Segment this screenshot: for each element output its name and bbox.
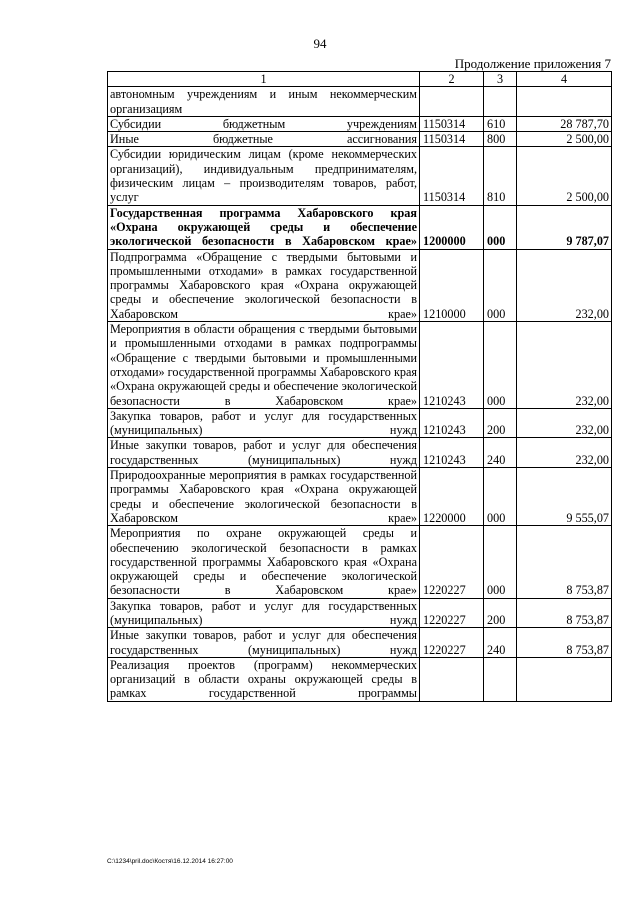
table-row bbox=[108, 438, 612, 468]
row-amount: 28 787,70 bbox=[517, 116, 612, 131]
row-target-code: 1210243 bbox=[420, 322, 484, 409]
row-amount: 9 787,07 bbox=[517, 205, 612, 249]
row-description: Мероприятия в области обращения с твердыми бытовыми и промышленными отходами в рамках подпрограммы «Обращение с твердыми бытовыми и промышленными отходами» государственной программы Хабаровского края «Охрана окружающей среды и обеспечение экологической безопасности в Хабаровском крае» bbox=[108, 322, 420, 409]
row-target-code: 1220000 bbox=[420, 468, 484, 526]
table-row bbox=[108, 116, 612, 131]
row-expense-type: 610 bbox=[484, 116, 517, 131]
row-expense-type: 200 bbox=[484, 408, 517, 438]
row-expense-type: 810 bbox=[484, 147, 517, 205]
table-row bbox=[108, 147, 612, 205]
row-expense-type: 000 bbox=[484, 322, 517, 409]
row-target-code: 1200000 bbox=[420, 205, 484, 249]
row-target-code: 1210243 bbox=[420, 438, 484, 468]
row-description: автономным учреждениям и иным некоммерческим организациям bbox=[108, 87, 420, 117]
row-expense-type: 200 bbox=[484, 598, 517, 628]
row-target-code: 1210000 bbox=[420, 249, 484, 321]
row-amount: 9 555,07 bbox=[517, 468, 612, 526]
row-description: Закупка товаров, работ и услуг для государственных (муниципальных) нужд bbox=[108, 598, 420, 628]
table-row bbox=[108, 249, 612, 321]
row-expense-type: 800 bbox=[484, 132, 517, 147]
table-row bbox=[108, 322, 612, 409]
row-amount: 2 500,00 bbox=[517, 147, 612, 205]
table-row bbox=[108, 205, 612, 249]
row-description: Закупка товаров, работ и услуг для государственных (муниципальных) нужд bbox=[108, 408, 420, 438]
row-description: Реализация проектов (программ) некоммерческих организаций в области охраны окружающей среды в рамках государственной программы bbox=[108, 657, 420, 701]
row-target-code: 1150314 bbox=[420, 116, 484, 131]
table-row bbox=[108, 87, 612, 117]
row-description: Государственная программа Хабаровского края «Охрана окружающей среды и обеспечение экологической безопасности в Хабаровском крае» bbox=[108, 205, 420, 249]
row-amount: 8 753,87 bbox=[517, 526, 612, 598]
row-description: Иные закупки товаров, работ и услуг для обеспечения государственных (муниципальных) нужд bbox=[108, 438, 420, 468]
table-row bbox=[108, 408, 612, 438]
row-expense-type: 000 bbox=[484, 526, 517, 598]
row-target-code bbox=[420, 657, 484, 701]
row-expense-type bbox=[484, 657, 517, 701]
row-expense-type: 000 bbox=[484, 468, 517, 526]
row-description: Подпрограмма «Обращение с твердыми бытовыми и промышленными отходами» в рамках государственной программы Хабаровского края «Охрана окружающей среды и обеспечение экологической безопасности в Хабаровском крае» bbox=[108, 249, 420, 321]
row-amount: 232,00 bbox=[517, 249, 612, 321]
row-target-code: 1150314 bbox=[420, 132, 484, 147]
row-target-code: 1220227 bbox=[420, 526, 484, 598]
row-target-code: 1210243 bbox=[420, 408, 484, 438]
header-cell: 3 bbox=[484, 72, 517, 87]
table-row bbox=[108, 468, 612, 526]
table-row bbox=[108, 598, 612, 628]
table-row bbox=[108, 526, 612, 598]
row-amount: 2 500,00 bbox=[517, 132, 612, 147]
page-number: 94 bbox=[313, 36, 327, 51]
header-cell: 1 bbox=[108, 72, 420, 87]
table-row bbox=[108, 132, 612, 147]
table-row bbox=[108, 657, 612, 701]
row-expense-type: 240 bbox=[484, 628, 517, 658]
row-description: Иные бюджетные ассигнования bbox=[108, 132, 420, 147]
row-description: Субсидии юридическим лицам (кроме некоммерческих организаций), индивидуальным предпринимателям, физическим лицам – производителям товаров, работ, услуг bbox=[108, 147, 420, 205]
row-description: Субсидии бюджетным учреждениям bbox=[108, 116, 420, 131]
file-path-footer: C:\1234\pril.doc\Костя\16.12.2014 16:27:00 bbox=[107, 858, 233, 865]
row-amount: 232,00 bbox=[517, 408, 612, 438]
row-expense-type bbox=[484, 87, 517, 117]
row-expense-type: 000 bbox=[484, 205, 517, 249]
row-amount bbox=[517, 657, 612, 701]
row-target-code: 1220227 bbox=[420, 628, 484, 658]
row-amount: 8 753,87 bbox=[517, 598, 612, 628]
table-row bbox=[108, 628, 612, 658]
row-description: Иные закупки товаров, работ и услуг для обеспечения государственных (муниципальных) нужд bbox=[108, 628, 420, 658]
header-cell: 2 bbox=[420, 72, 484, 87]
row-description: Мероприятия по охране окружающей среды и обеспечению экологической безопасности в рамках государственной программы Хабаровского края «Охрана окружающей среды и обеспечение экологической безопасности в Хабаровском крае» bbox=[108, 526, 420, 598]
row-target-code: 1150314 bbox=[420, 147, 484, 205]
row-expense-type: 000 bbox=[484, 249, 517, 321]
budget-table bbox=[107, 71, 612, 702]
table-header-row bbox=[108, 72, 612, 87]
row-amount: 8 753,87 bbox=[517, 628, 612, 658]
row-amount bbox=[517, 87, 612, 117]
row-target-code bbox=[420, 87, 484, 117]
row-amount: 232,00 bbox=[517, 438, 612, 468]
continuation-label: Продолжение приложения 7 bbox=[454, 56, 611, 71]
row-amount: 232,00 bbox=[517, 322, 612, 409]
row-target-code: 1220227 bbox=[420, 598, 484, 628]
row-expense-type: 240 bbox=[484, 438, 517, 468]
header-cell: 4 bbox=[517, 72, 612, 87]
row-description: Природоохранные мероприятия в рамках государственной программы Хабаровского края «Охрана окружающей среды и обеспечение экологической безопасности в Хабаровском крае» bbox=[108, 468, 420, 526]
